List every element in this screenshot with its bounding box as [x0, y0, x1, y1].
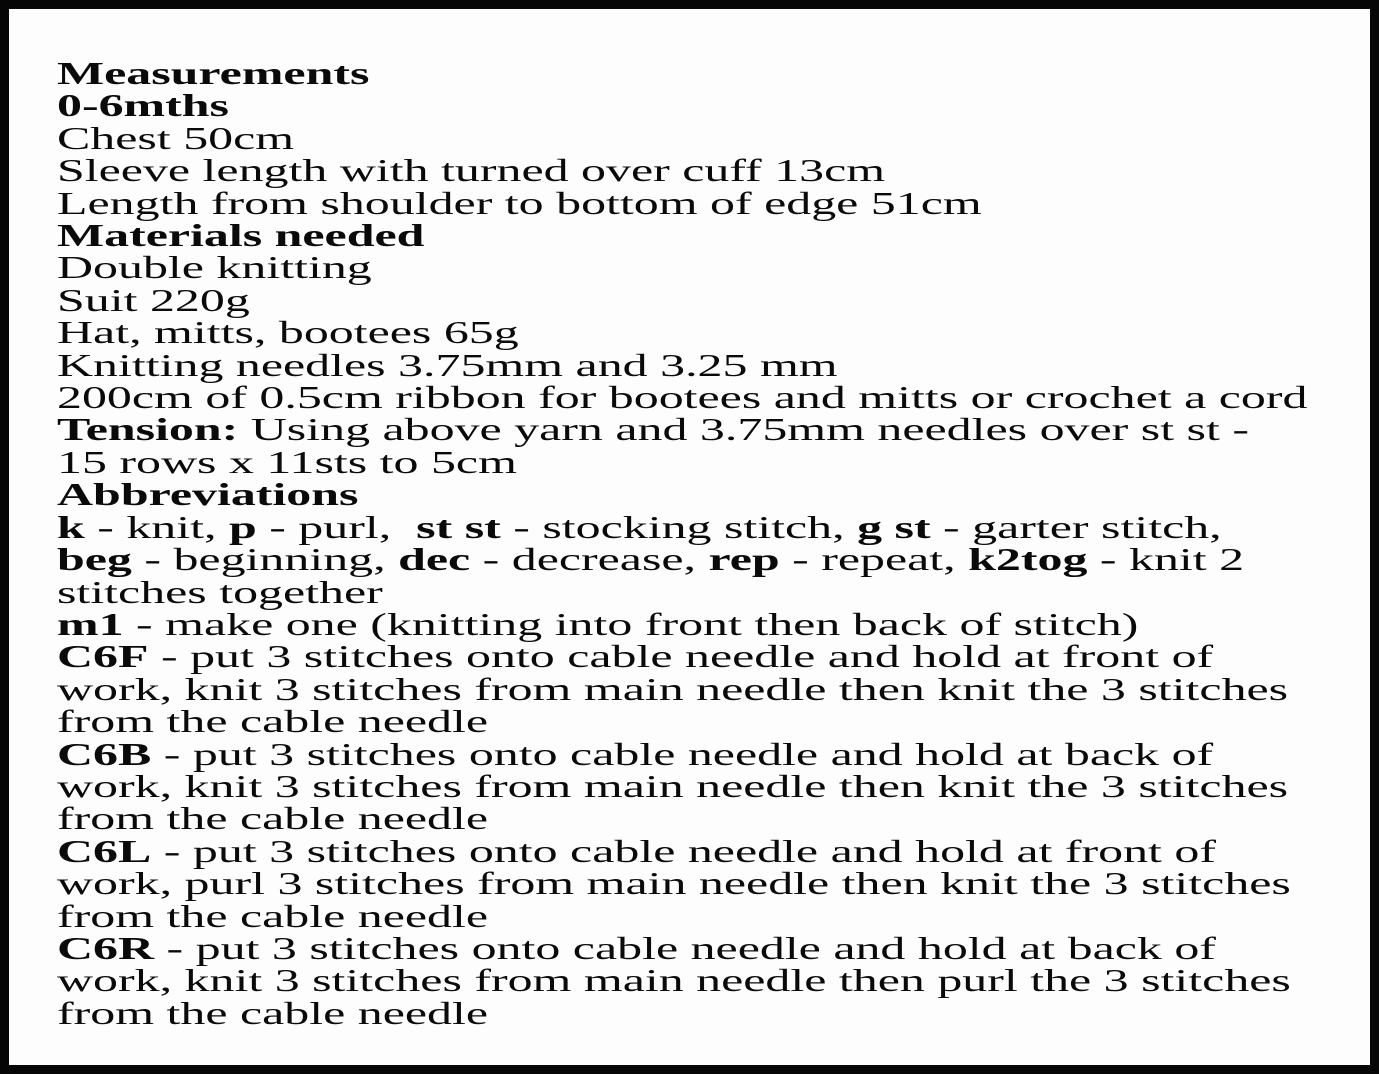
- text-line: [57, 314, 1307, 351]
- text-line: [57, 476, 1307, 513]
- text-run: from the cable needle: [57, 703, 489, 740]
- bold-text-run: C6B: [57, 735, 152, 772]
- text-run: - put 3 stitches onto cable needle and hold at front of: [151, 832, 1216, 869]
- text-line: [57, 994, 1307, 1031]
- text-line: [57, 152, 1307, 189]
- text-run: 200cm of 0.5cm ribbon for bootees and mitts or crochet a cord: [57, 379, 1308, 416]
- bold-text-run: 0-6mths: [57, 87, 229, 124]
- bold-text-run: rep: [708, 541, 780, 578]
- text-run: Double knitting: [57, 249, 372, 286]
- text-run: - knit 2: [1087, 541, 1245, 578]
- text-run: from the cable needle: [57, 800, 489, 837]
- text-run: Chest 50cm: [57, 119, 295, 156]
- text-line: [57, 800, 1307, 837]
- text-run: - put 3 stitches onto cable needle and hold at front of: [148, 638, 1214, 675]
- text-run: - make one (knitting into front then back of stitch): [123, 605, 1139, 642]
- bold-text-run: C6L: [57, 832, 152, 869]
- bold-text-run: Tension:: [57, 411, 239, 448]
- text-line: [57, 573, 1307, 610]
- text-line: [57, 767, 1307, 804]
- text-run: Sleeve length with turned over cuff 13cm: [57, 152, 886, 189]
- bold-text-run: p: [228, 508, 257, 545]
- bold-text-run: C6F: [57, 638, 149, 675]
- text-line: [57, 57, 1307, 89]
- document-content: [57, 57, 1307, 1029]
- text-line: [57, 249, 1307, 286]
- text-run: Suit 220g: [57, 281, 250, 318]
- text-line: [57, 929, 1307, 966]
- text-run: work, knit 3 stitches from main needle then purl the 3 stitches: [57, 962, 1291, 999]
- text-line: [57, 670, 1307, 707]
- text-run: Knitting needles 3.75mm and 3.25 mm: [57, 346, 838, 383]
- bold-text-run: k2tog: [968, 541, 1088, 578]
- text-line: [57, 346, 1307, 383]
- text-line: [57, 735, 1307, 772]
- text-line: [57, 119, 1307, 156]
- text-line: [57, 703, 1307, 740]
- text-run: - repeat,: [779, 541, 969, 578]
- text-run: - stocking stitch,: [500, 508, 858, 545]
- text-run: - garter stitch,: [930, 508, 1222, 545]
- text-line: [57, 865, 1307, 902]
- text-line: [57, 411, 1307, 448]
- bold-text-run: Abbreviations: [57, 476, 359, 513]
- text-line: [57, 605, 1307, 642]
- text-run: work, purl 3 stitches from main needle then knit the 3 stitches: [57, 865, 1291, 902]
- text-run: stitches together: [57, 573, 383, 610]
- text-line: [57, 897, 1307, 934]
- text-run: - knit,: [84, 508, 229, 545]
- text-run: Using above yarn and 3.75mm needles over st st -: [238, 411, 1249, 448]
- bold-text-run: Materials needed: [57, 217, 425, 254]
- text-line: [57, 541, 1307, 578]
- text-run: 15 rows x 11sts to 5cm: [57, 443, 517, 480]
- text-run: - purl,: [256, 508, 417, 545]
- bold-text-run: k: [57, 508, 85, 545]
- bold-text-run: C6R: [57, 929, 155, 966]
- text-run: work, knit 3 stitches from main needle then knit the 3 stitches: [57, 670, 1289, 707]
- bold-text-run: g st: [857, 508, 931, 545]
- bold-text-run: st st: [416, 508, 501, 545]
- text-line: [57, 638, 1307, 675]
- text-line: [57, 508, 1307, 545]
- text-line: [57, 184, 1307, 221]
- text-line: [57, 443, 1307, 480]
- text-run: Hat, mitts, bootees 65g: [57, 314, 519, 351]
- bold-text-run: Measurements: [57, 55, 370, 91]
- bold-text-run: dec: [398, 541, 471, 578]
- text-run: - put 3 stitches onto cable needle and hold at back of: [151, 735, 1214, 772]
- text-line: [57, 962, 1307, 999]
- text-line: [57, 379, 1308, 416]
- text-run: - put 3 stitches onto cable needle and hold at back of: [154, 929, 1216, 966]
- text-run: - beginning,: [131, 541, 399, 578]
- bold-text-run: m1: [57, 605, 124, 642]
- text-line: [57, 832, 1307, 869]
- text-line: [57, 87, 1307, 124]
- text-run: from the cable needle: [57, 897, 489, 934]
- text-run: work, knit 3 stitches from main needle then knit the 3 stitches: [57, 767, 1289, 804]
- text-line: [57, 217, 1307, 254]
- text-line: [57, 281, 1307, 318]
- bold-text-run: beg: [57, 541, 132, 578]
- text-run: Length from shoulder to bottom of edge 51cm: [57, 184, 982, 221]
- text-run: from the cable needle: [57, 994, 489, 1031]
- text-run: - decrease,: [470, 541, 709, 578]
